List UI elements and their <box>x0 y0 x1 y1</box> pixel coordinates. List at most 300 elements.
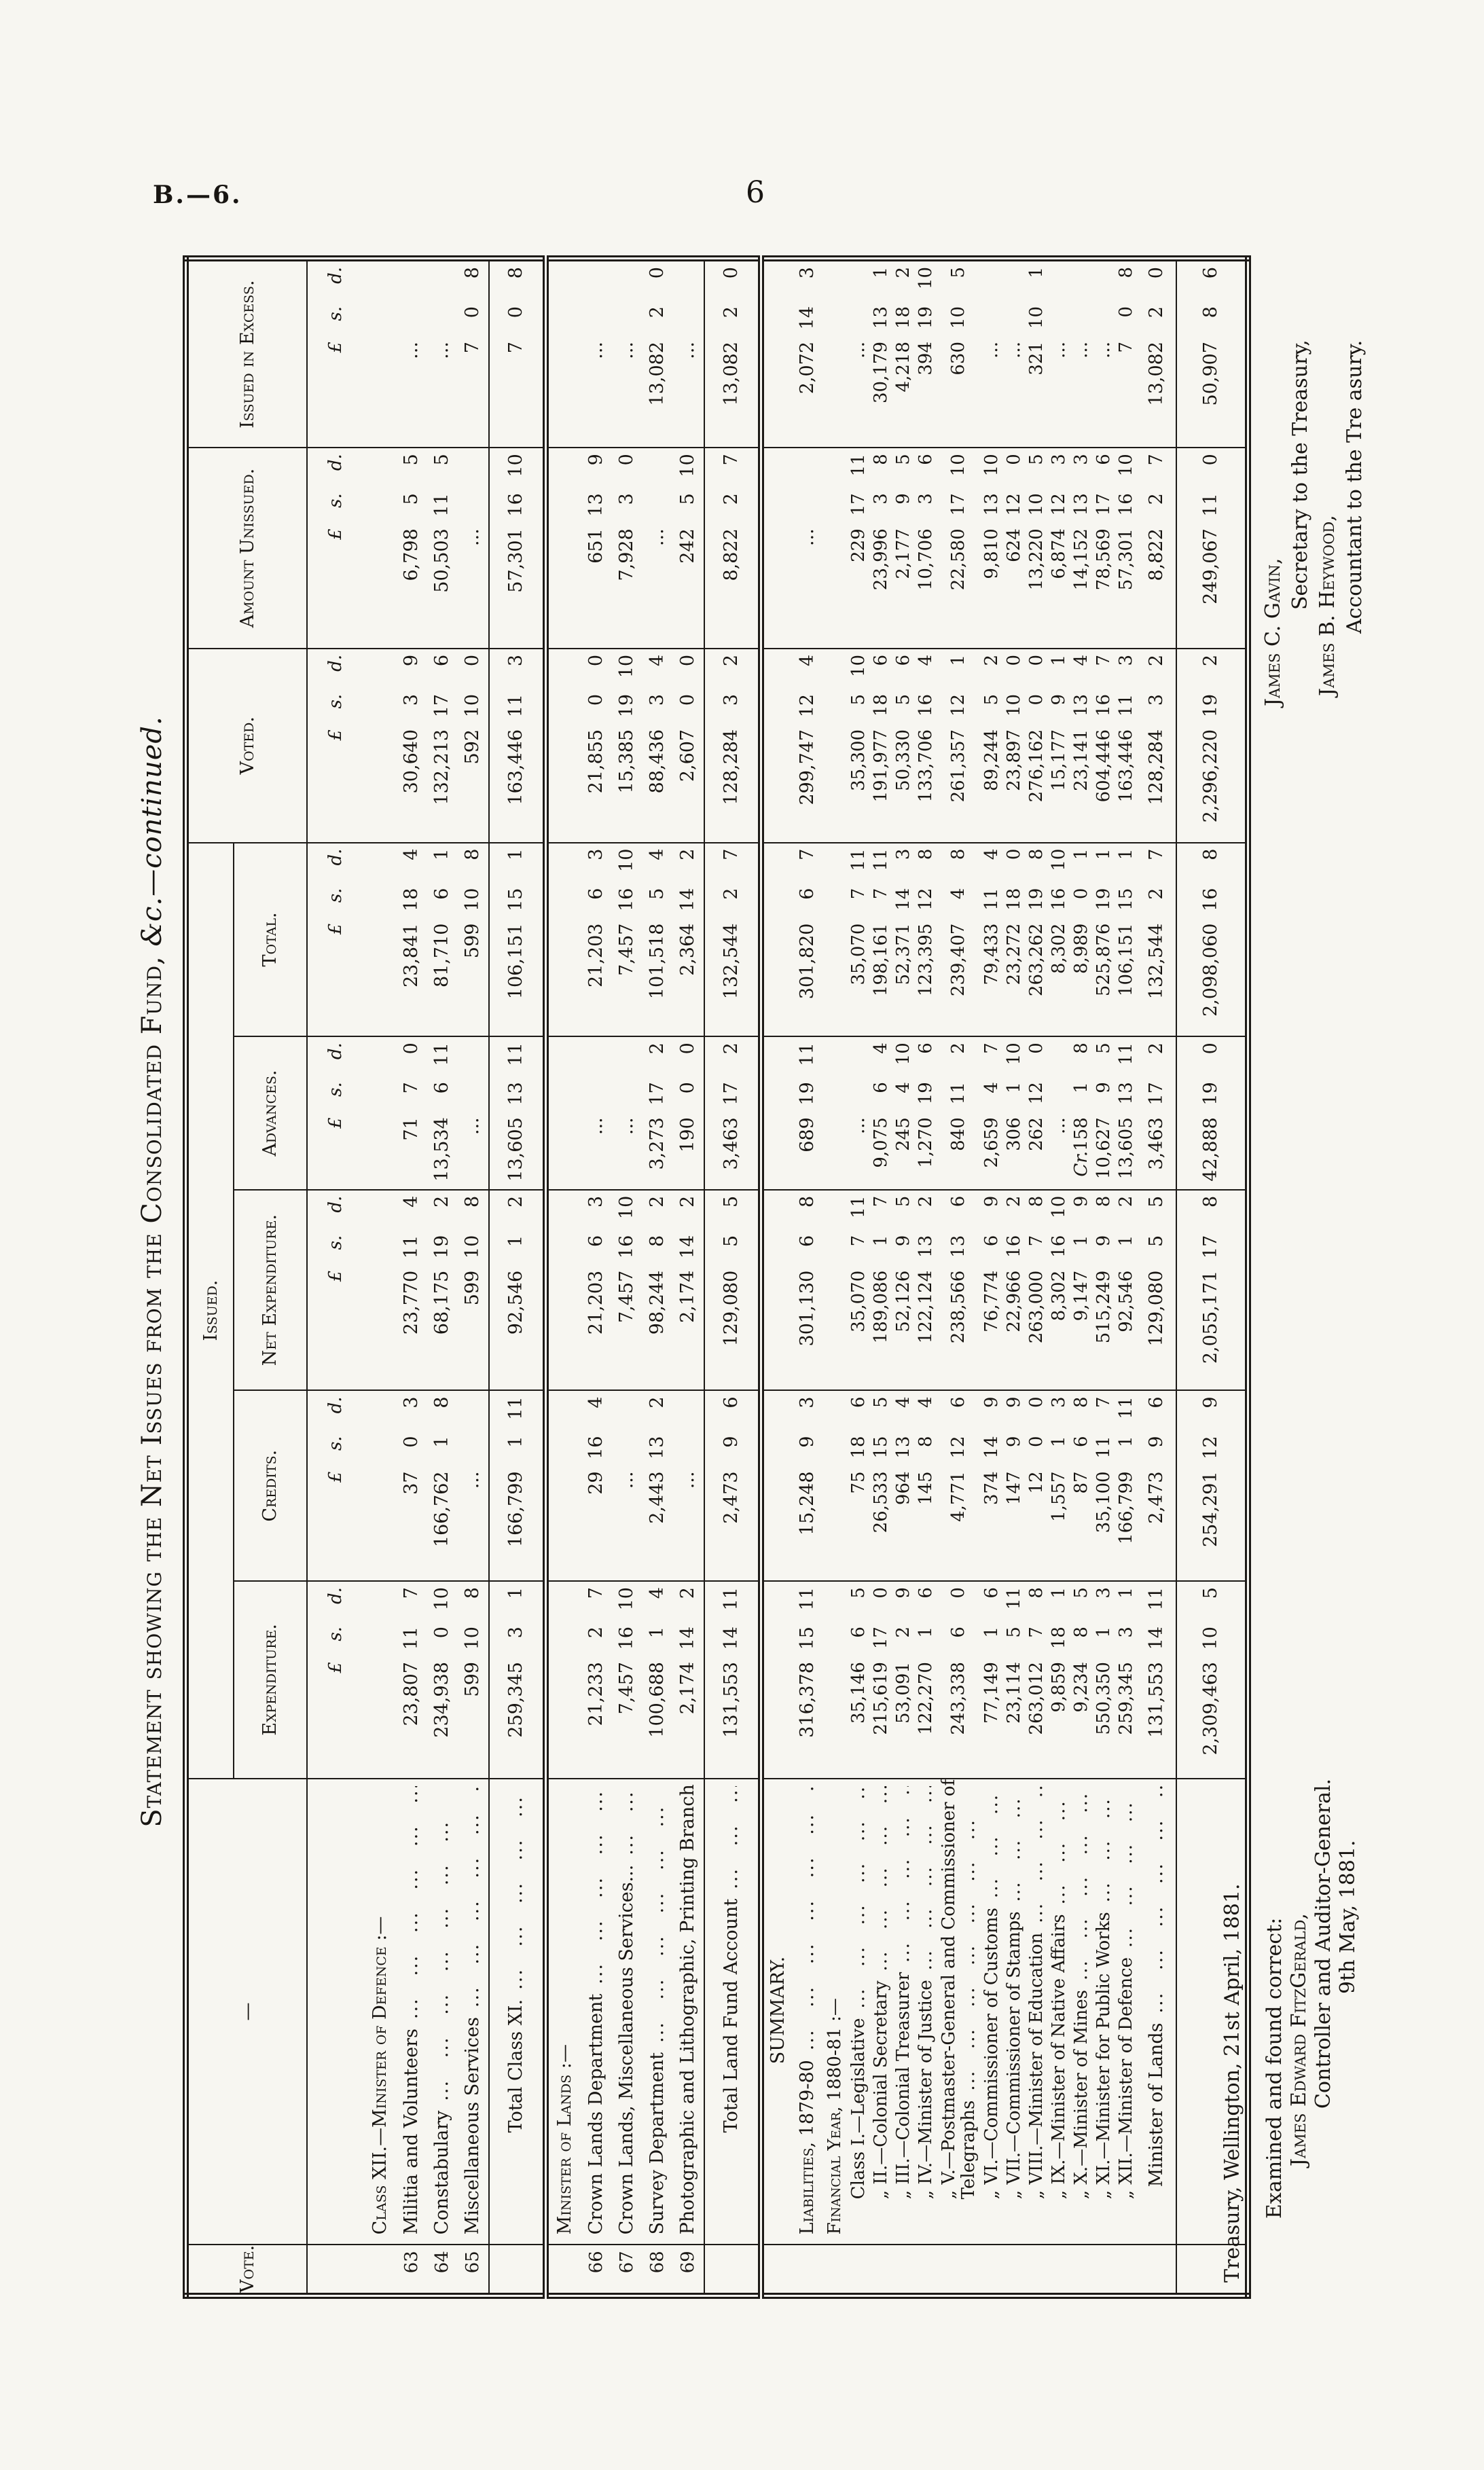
header-row-group <box>186 259 234 2296</box>
amount-cell: ... <box>427 259 458 448</box>
service-description-cell: „ XI.—Minister for Public Works ... <box>1093 1779 1115 2245</box>
amount-cell: 30,179 13 1 <box>870 259 892 448</box>
vote-number-cell: 69 <box>673 2245 704 2295</box>
table-row <box>1003 259 1026 2296</box>
amount-cell: 35,100 11 7 <box>1093 1390 1115 1581</box>
service-description-cell: „ XII.—Minister of Defence ... <box>1115 1779 1138 2245</box>
amount-cell: 23,807 11 7 <box>397 1581 427 1779</box>
amount-cell: 122,270 1 6 <box>915 1581 937 1779</box>
amount-cell <box>761 448 793 649</box>
service-description-cell: SUMMARY. <box>761 1779 793 2245</box>
amount-cell: 88,436 3 4 <box>643 649 673 843</box>
amount-cell: 13,605 13 11 <box>1115 1036 1138 1190</box>
amount-cell <box>364 1190 397 1391</box>
amount-cell: 2,473 9 6 <box>1138 1390 1176 1581</box>
amount-cell: 651 13 9 <box>581 448 612 649</box>
vote-number-cell <box>1070 2245 1093 2295</box>
amount-cell <box>823 1581 848 1779</box>
amount-cell <box>545 448 581 649</box>
dot-leader <box>1027 1786 1046 1923</box>
amount-cell: 2,659 4 7 <box>981 1036 1003 1190</box>
amount-cell: 2,309,463 10 5 <box>1176 1581 1248 1779</box>
amount-cell: ... <box>673 259 704 448</box>
amount-cell <box>823 1036 848 1190</box>
amount-cell: 98,244 8 2 <box>643 1190 673 1391</box>
table-row <box>364 259 397 2296</box>
col-header-net-expenditure: Net Expenditure. <box>234 1190 307 1391</box>
amount-cell: ... <box>581 259 612 448</box>
amount-cell: 89,244 5 2 <box>981 649 1003 843</box>
amount-cell: 2,098,060 16 8 <box>1176 843 1248 1037</box>
amount-cell: 35,146 6 5 <box>848 1581 870 1779</box>
footer-heywood-signature: James B. Heywood, <box>1316 515 1339 696</box>
amount-cell: 599 10 8 <box>458 1581 489 1779</box>
col-header-credits: Credits. <box>234 1390 307 1581</box>
amount-cell <box>823 1190 848 1391</box>
vote-number-cell <box>981 2245 1003 2295</box>
service-description-cell: „ V.—Postmaster-General and Commissioner of Telegraphs ... <box>937 1779 981 2245</box>
amount-cell: 2,473 9 6 <box>704 1390 761 1581</box>
amount-cell: 128,284 3 2 <box>704 649 761 843</box>
amount-cell: 15,248 9 3 <box>793 1390 823 1581</box>
amount-cell <box>823 649 848 843</box>
amount-cell: 262 12 0 <box>1026 1036 1048 1190</box>
amount-cell: 624 12 0 <box>1003 448 1026 649</box>
amount-cell <box>364 649 397 843</box>
amount-cell: 239,407 4 8 <box>937 843 981 1037</box>
amount-cell: ... <box>1048 259 1070 448</box>
table-row <box>427 259 458 2296</box>
service-description-cell: Constabulary ... <box>427 1779 458 2245</box>
amount-cell: ... <box>612 259 643 448</box>
amount-cell: 10,706 3 6 <box>915 448 937 649</box>
service-description-cell: Miscellaneous Services ... <box>458 1779 489 2245</box>
currency-unit-cell: £ s. d. <box>307 1390 364 1581</box>
amount-cell: 374 14 9 <box>981 1390 1003 1581</box>
amount-cell: 68,175 19 2 <box>427 1190 458 1391</box>
amount-cell: 299,747 12 4 <box>793 649 823 843</box>
footer-treasury-dateline: Treasury, Wellington, 21st April, 1881. <box>1220 1883 1244 2283</box>
amount-cell: 147 9 9 <box>1003 1390 1026 1581</box>
service-description-cell: Class I.—Legislative ... <box>848 1779 870 2245</box>
col-header-voted: Voted. <box>186 649 307 843</box>
service-description-cell: „ VII.—Commissioner of Stamps ... <box>1003 1779 1026 2245</box>
amount-cell <box>364 1390 397 1581</box>
vote-number-cell <box>364 2245 397 2295</box>
col-header-total: Total. <box>234 843 307 1037</box>
amount-cell: 229 17 11 <box>848 448 870 649</box>
table-row <box>1138 259 1176 2296</box>
amount-cell: ... <box>1093 259 1115 448</box>
dot-leader <box>849 1786 868 2009</box>
vote-number-cell <box>915 2245 937 2295</box>
amount-cell: 249,067 11 0 <box>1176 448 1248 649</box>
col-header-description: — <box>186 1779 307 2245</box>
service-description-cell: Militia and Volunteers ... <box>397 1779 427 2245</box>
amount-cell: 9,075 6 4 <box>870 1036 892 1190</box>
amount-cell: 321 10 1 <box>1026 259 1048 448</box>
amount-cell: 21,203 6 3 <box>581 843 612 1037</box>
amount-cell: 37 0 3 <box>397 1390 427 1581</box>
amount-cell: 8,989 0 1 <box>1070 843 1093 1037</box>
vote-number-cell <box>848 2245 870 2295</box>
vote-number-cell <box>937 2245 981 2295</box>
table-row <box>981 259 1003 2296</box>
vote-number-cell <box>489 2245 546 2295</box>
amount-cell: 21,233 2 7 <box>581 1581 612 1779</box>
amount-cell: 35,070 7 11 <box>848 843 870 1037</box>
amount-cell: 263,000 7 8 <box>1026 1190 1048 1391</box>
amount-cell: 101,518 5 4 <box>643 843 673 1037</box>
amount-cell: ... <box>1048 1036 1070 1190</box>
amount-cell: ... <box>581 1036 612 1190</box>
amount-cell: 129,080 5 5 <box>1138 1190 1176 1391</box>
amount-cell: 964 13 4 <box>892 1390 915 1581</box>
amount-cell <box>545 649 581 843</box>
amount-cell: 2,177 9 5 <box>892 448 915 649</box>
amount-cell <box>364 843 397 1037</box>
amount-cell: 394 19 10 <box>915 259 937 448</box>
vote-number-cell <box>870 2245 892 2295</box>
amount-cell <box>364 1036 397 1190</box>
amount-cell: 133,706 16 4 <box>915 649 937 843</box>
vote-number-cell: 64 <box>427 2245 458 2295</box>
service-description-cell: Photographic and Lithographic, Printing Branch <box>673 1779 704 2245</box>
amount-cell: 234,938 0 10 <box>427 1581 458 1779</box>
service-description-cell: „ X.—Minister of Mines ... <box>1070 1779 1093 2245</box>
vote-number-cell <box>1138 2245 1176 2295</box>
amount-cell: 242 5 10 <box>673 448 704 649</box>
amount-cell: Cr.158 1 8 <box>1070 1036 1093 1190</box>
amount-cell: 550,350 1 3 <box>1093 1581 1115 1779</box>
amount-cell: 2,174 14 2 <box>673 1190 704 1391</box>
amount-cell: 13,220 10 5 <box>1026 448 1048 649</box>
amount-cell: ... <box>397 259 427 448</box>
vote-number-cell <box>823 2245 848 2295</box>
amount-cell: 3,463 17 2 <box>1138 1036 1176 1190</box>
amount-cell: 131,553 14 11 <box>704 1581 761 1779</box>
amount-cell: 52,126 9 5 <box>892 1190 915 1391</box>
dot-leader <box>506 1786 526 1990</box>
amount-cell: 15,385 19 10 <box>612 649 643 843</box>
amount-cell: ... <box>673 1390 704 1581</box>
service-description-cell: Financial Year, 1880-81 :— <box>823 1779 848 2245</box>
amount-cell <box>823 259 848 448</box>
amount-cell <box>761 1390 793 1581</box>
amount-cell: ... <box>458 1036 489 1190</box>
col-header-vote: Vote. <box>186 2245 307 2295</box>
amount-cell: 166,799 1 11 <box>1115 1390 1138 1581</box>
vote-number-cell <box>1115 2245 1138 2295</box>
amount-cell: 21,203 6 3 <box>581 1190 612 1391</box>
dot-leader <box>401 1786 421 2019</box>
amount-cell: 52,371 14 3 <box>892 843 915 1037</box>
amount-cell: 92,546 1 2 <box>1115 1190 1138 1391</box>
amount-cell: 50,330 5 6 <box>892 649 915 843</box>
table-row <box>793 259 823 2296</box>
table-row <box>1048 259 1070 2296</box>
amount-cell: 215,619 17 0 <box>870 1581 892 1779</box>
table-row <box>937 259 981 2296</box>
amount-cell: 145 8 4 <box>915 1390 937 1581</box>
table-row <box>581 259 612 2296</box>
footer-accountant-title: Accountant to the Tre asury. <box>1343 340 1367 634</box>
amount-cell: 306 1 10 <box>1003 1036 1026 1190</box>
amount-cell: 129,080 5 5 <box>704 1190 761 1391</box>
amount-cell: 35,300 5 10 <box>848 649 870 843</box>
amount-cell: 81,710 6 1 <box>427 843 458 1037</box>
vote-number-cell: 67 <box>612 2245 643 2295</box>
amount-cell: 8,822 2 7 <box>704 448 761 649</box>
col-header-issued-group: Issued. <box>186 843 234 1779</box>
amount-cell: 261,357 12 1 <box>937 649 981 843</box>
dot-leader <box>647 1786 667 2043</box>
amount-cell <box>761 1190 793 1391</box>
dot-leader <box>1117 1786 1136 1948</box>
dot-leader <box>721 1786 741 1889</box>
currency-unit-cell: £ s. d. <box>307 448 364 649</box>
amount-cell: 6,798 5 5 <box>397 448 427 649</box>
table-row <box>1093 259 1115 2296</box>
amount-cell: 599 10 8 <box>458 843 489 1037</box>
currency-unit-row <box>307 259 364 2296</box>
amount-cell: ... <box>1070 259 1093 448</box>
amount-cell: 75 18 6 <box>848 1390 870 1581</box>
table-row <box>612 259 643 2296</box>
amount-cell: 263,262 19 8 <box>1026 843 1048 1037</box>
amount-cell <box>761 1036 793 1190</box>
amount-cell <box>761 649 793 843</box>
service-description-cell: Total Class XI. ... <box>489 1779 546 2245</box>
table-row <box>673 259 704 2296</box>
amount-cell <box>545 843 581 1037</box>
vote-number-cell: 65 <box>458 2245 489 2295</box>
amount-cell: 76,774 6 9 <box>981 1190 1003 1391</box>
amount-cell: 8,302 16 10 <box>1048 1190 1070 1391</box>
amount-cell <box>364 259 397 448</box>
amount-cell: 22,966 16 2 <box>1003 1190 1026 1391</box>
service-description-cell: „ VIII.—Minister of Education ... <box>1026 1779 1048 2245</box>
amount-cell <box>823 448 848 649</box>
amount-cell: 301,130 6 8 <box>793 1190 823 1391</box>
col-header-amount-unissued: Amount Unissued. <box>186 448 307 649</box>
table-row <box>489 259 546 2296</box>
amount-cell: 128,284 3 2 <box>1138 649 1176 843</box>
amount-cell: 259,345 3 1 <box>489 1581 546 1779</box>
amount-cell <box>823 843 848 1037</box>
amount-cell: 35,070 7 11 <box>848 1190 870 1391</box>
vote-number-cell <box>761 2245 793 2295</box>
table-title-continued: &c.—continued. <box>137 716 168 947</box>
table-row <box>545 259 581 2296</box>
dot-leader <box>617 1786 636 1855</box>
currency-unit-cell: £ s. d. <box>307 1190 364 1391</box>
table-title <box>137 244 168 2299</box>
amount-cell: 122,124 13 2 <box>915 1190 937 1391</box>
table-row <box>643 259 673 2296</box>
amount-cell: 2,055,171 17 8 <box>1176 1190 1248 1391</box>
rotated-sheet <box>132 244 1416 2299</box>
amount-cell: 166,799 1 11 <box>489 1390 546 1581</box>
amount-cell <box>364 448 397 649</box>
amount-cell: 26,533 15 5 <box>870 1390 892 1581</box>
service-description-cell: Minister of Lands ... <box>1138 1779 1176 2245</box>
amount-cell: 9,810 13 10 <box>981 448 1003 649</box>
amount-cell <box>545 1581 581 1779</box>
amount-cell: 23,770 11 4 <box>397 1190 427 1391</box>
footer-examined-line: Examined and found correct: <box>1263 1917 1286 2219</box>
amount-cell: 15,177 9 1 <box>1048 649 1070 843</box>
amount-cell: 123,395 12 8 <box>915 843 937 1037</box>
doc-reference: B.—6. <box>153 181 242 209</box>
statement-table <box>183 255 1251 2299</box>
service-description-cell: „ IX.—Minister of Native Affairs ... <box>1048 1779 1070 2245</box>
amount-cell: 525,876 19 1 <box>1093 843 1115 1037</box>
vote-number-cell <box>545 2245 581 2295</box>
table-row <box>1026 259 1048 2296</box>
amount-cell: 71 7 0 <box>397 1036 427 1190</box>
service-description-cell: „ IV.—Minister of Justice ... <box>915 1779 937 2245</box>
amount-cell: 840 11 2 <box>937 1036 981 1190</box>
vote-number-cell <box>793 2245 823 2295</box>
amount-cell: 13,082 2 0 <box>1138 259 1176 448</box>
dot-leader <box>871 1786 890 1972</box>
footer-audit-dateline: 9th May, 1881. <box>1336 1840 1360 1994</box>
amount-cell: 10,627 9 5 <box>1093 1036 1115 1190</box>
currency-unit-cell: £ s. d. <box>307 259 364 448</box>
service-description-cell: Total Land Fund Account ... <box>704 1779 761 2245</box>
amount-cell: 238,566 13 6 <box>937 1190 981 1391</box>
amount-cell: 245 4 10 <box>892 1036 915 1190</box>
amount-cell: 131,553 14 11 <box>1138 1581 1176 1779</box>
table-row <box>870 259 892 2296</box>
amount-cell: 259,345 3 1 <box>1115 1581 1138 1779</box>
amount-cell: 599 10 8 <box>458 1190 489 1391</box>
amount-cell <box>823 1390 848 1581</box>
dot-leader <box>1005 1786 1024 1902</box>
table-row <box>1070 259 1093 2296</box>
currency-unit-cell: £ s. d. <box>307 1581 364 1779</box>
amount-cell: ... <box>1003 259 1026 448</box>
amount-cell: 42,888 19 0 <box>1176 1036 1248 1190</box>
amount-cell: ... <box>612 1036 643 1190</box>
amount-cell <box>364 1581 397 1779</box>
amount-cell: 13,534 6 11 <box>427 1036 458 1190</box>
footer-secretary-title: Secretary to the Treasury, <box>1288 340 1312 610</box>
table-row <box>892 259 915 2296</box>
service-description-cell: „ III.—Colonial Treasurer ... <box>892 1779 915 2245</box>
amount-cell: 198,161 7 11 <box>870 843 892 1037</box>
amount-cell: ... <box>793 448 823 649</box>
amount-cell: 9,147 1 9 <box>1070 1190 1093 1391</box>
amount-cell: 29 16 4 <box>581 1390 612 1581</box>
amount-cell: 57,301 16 10 <box>1115 448 1138 649</box>
amount-cell: 2,174 14 2 <box>673 1581 704 1779</box>
amount-cell <box>545 259 581 448</box>
dot-leader <box>959 1786 978 2091</box>
amount-cell: 316,378 15 11 <box>793 1581 823 1779</box>
amount-cell: 166,762 1 8 <box>427 1390 458 1581</box>
amount-cell: 7,928 3 0 <box>612 448 643 649</box>
amount-cell: 50,503 11 5 <box>427 448 458 649</box>
table-row <box>1115 259 1138 2296</box>
footer-controller-title: Controller and Auditor-General. <box>1311 1778 1335 2109</box>
amount-cell: 13,605 13 11 <box>489 1036 546 1190</box>
dot-leader <box>586 1786 606 1984</box>
vote-number-cell <box>1048 2245 1070 2295</box>
amount-cell: 630 10 5 <box>937 259 981 448</box>
amount-cell: 13,082 2 0 <box>704 259 761 448</box>
service-description-cell: Minister of Lands :— <box>545 1779 581 2245</box>
amount-cell: 132,213 17 6 <box>427 649 458 843</box>
amount-cell: 14,152 13 3 <box>1070 448 1093 649</box>
service-description-cell: Survey Department ... <box>643 1779 673 2245</box>
amount-cell: 22,580 17 10 <box>937 448 981 649</box>
amount-cell <box>545 1390 581 1581</box>
amount-cell: 13,082 2 0 <box>643 259 673 448</box>
amount-cell: 254,291 12 9 <box>1176 1390 1248 1581</box>
amount-cell <box>761 1581 793 1779</box>
amount-cell: 163,446 11 3 <box>1115 649 1138 843</box>
col-header-issued-in-excess: Issued in Excess. <box>186 259 307 448</box>
amount-cell: 7 0 8 <box>489 259 546 448</box>
vote-number-cell <box>1093 2245 1115 2295</box>
amount-cell: 79,433 11 4 <box>981 843 1003 1037</box>
amount-cell: 23,841 18 4 <box>397 843 427 1037</box>
table-row <box>704 259 761 2296</box>
amount-cell: 1,270 19 6 <box>915 1036 937 1190</box>
amount-cell: 8,302 16 10 <box>1048 843 1070 1037</box>
amount-cell: 189,086 1 7 <box>870 1190 892 1391</box>
amount-cell: 23,272 18 0 <box>1003 843 1026 1037</box>
vote-number-cell: 68 <box>643 2245 673 2295</box>
amount-cell: 2,364 14 2 <box>673 843 704 1037</box>
amount-cell: 23,114 5 11 <box>1003 1581 1026 1779</box>
table-row <box>761 259 793 2296</box>
amount-cell: 3,273 17 2 <box>643 1036 673 1190</box>
dot-leader <box>916 1786 935 1970</box>
vote-number-cell <box>892 2245 915 2295</box>
service-description-cell: Crown Lands, Miscellaneous Services... ... <box>612 1779 643 2245</box>
dot-leader <box>1072 1786 1091 1980</box>
amount-cell: 132,544 2 7 <box>1138 843 1176 1037</box>
amount-cell: 190 0 0 <box>673 1036 704 1190</box>
vote-number-cell <box>704 2245 761 2295</box>
amount-cell: 8,822 2 7 <box>1138 448 1176 649</box>
footer-fitzgerald-signature: James Edward FitzGerald, <box>1287 1913 1311 2166</box>
amount-cell: 604,446 16 7 <box>1093 649 1115 843</box>
amount-cell: 12 0 0 <box>1026 1390 1048 1581</box>
amount-cell: 6,874 12 3 <box>1048 448 1070 649</box>
amount-cell: 106,151 15 1 <box>489 843 546 1037</box>
page-number: 6 <box>746 175 765 210</box>
dot-leader <box>982 1786 1001 1898</box>
amount-cell: 2,296,220 19 2 <box>1176 649 1248 843</box>
dot-leader <box>1146 1786 1166 2014</box>
amount-cell: 263,012 7 8 <box>1026 1581 1048 1779</box>
service-description-cell: „ VI.—Commissioner of Customs ... <box>981 1779 1003 2245</box>
amount-cell <box>545 1036 581 1190</box>
amount-cell: 2,443 13 2 <box>643 1390 673 1581</box>
amount-cell: 87 6 8 <box>1070 1390 1093 1581</box>
service-description-cell: Liabilities, 1879-80 ... <box>793 1779 823 2245</box>
amount-cell: 57,301 16 10 <box>489 448 546 649</box>
amount-cell: 689 19 11 <box>793 1036 823 1190</box>
currency-unit-cell: £ s. d. <box>307 1036 364 1190</box>
footer-gavin-signature: James C. Gavin, <box>1261 558 1285 706</box>
amount-cell: ... <box>848 259 870 448</box>
amount-cell: 92,546 1 2 <box>489 1190 546 1391</box>
